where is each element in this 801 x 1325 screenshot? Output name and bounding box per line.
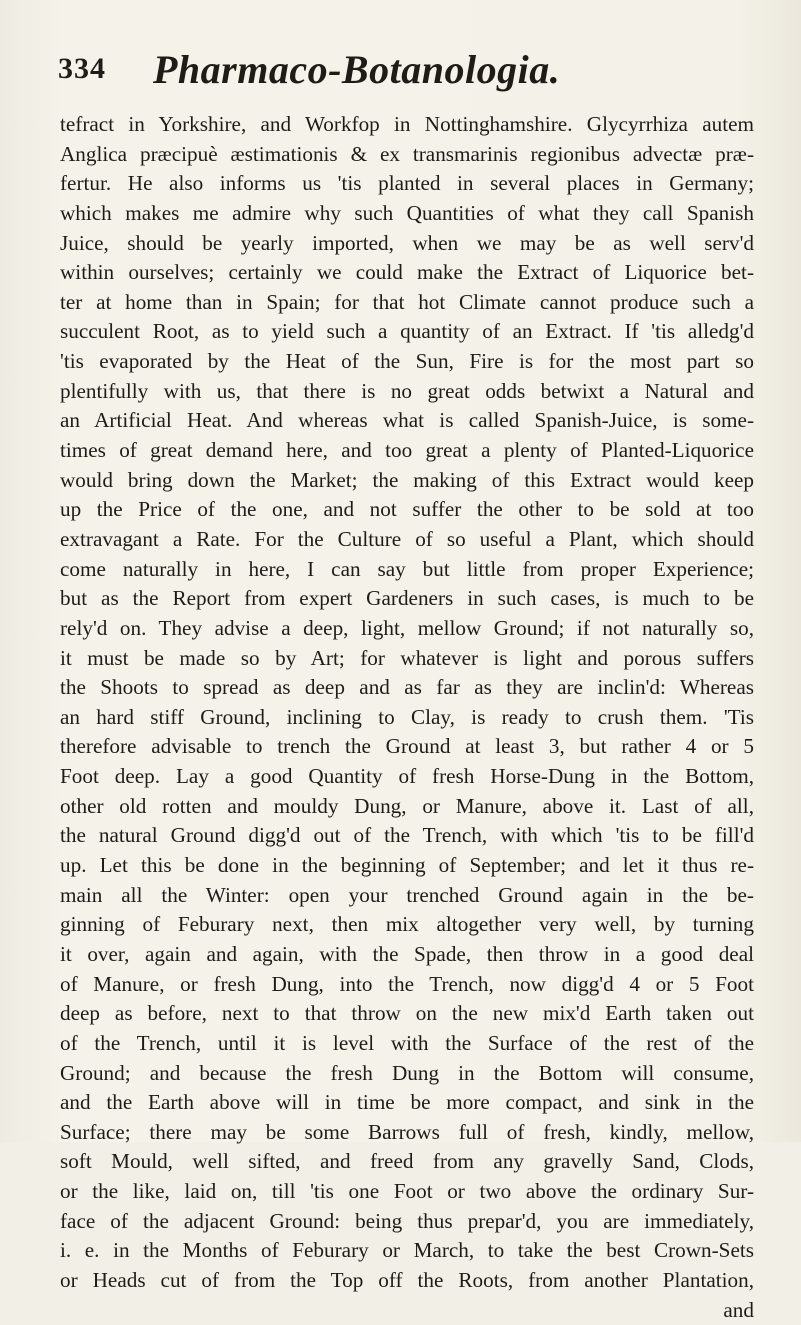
text-line: plentifully with us, that there is no great odds betwixt a Natural and	[60, 378, 754, 403]
text-line: Foot deep. Lay a good Quantity of fresh Horse-Dung in the Bottom,	[60, 764, 754, 789]
text-line: rely'd on. They advise a deep, light, mellow Ground; if not naturally so,	[60, 615, 754, 640]
text-line: tefract in Yorkshire, and Workfop in Nottinghamshire. Glycyrrhiza autem	[60, 112, 754, 136]
text-line: deep as before, next to that throw on the new mix'd Earth taken out	[60, 1001, 754, 1026]
text-line: up. Let this be done in the beginning of September; and let it thus re-	[60, 853, 754, 878]
running-head: Pharmaco-Botanologia.	[153, 47, 561, 92]
text-line: ginning of Feburary next, then mix altogether very well, by turning	[60, 912, 754, 937]
text-line: main all the Winter: open your trenched Ground again in the be-	[60, 882, 754, 907]
text-line: within ourselves; certainly we could make the Extract of Liquorice bet-	[60, 260, 754, 285]
text-line: Surface; there may be some Barrows full of fresh, kindly, mellow,	[60, 1119, 754, 1144]
text-line: times of great demand here, and too great a plenty of Planted-Liquorice	[60, 438, 754, 463]
text-line: therefore advisable to trench the Ground at least 3, but rather 4 or 5	[60, 734, 754, 759]
text-line: soft Mould, well sifted, and freed from any gravelly Sand, Clods,	[60, 1149, 754, 1174]
body-text	[60, 110, 754, 1325]
text-line: Ground; and because the fresh Dung in the Bottom will consume,	[60, 1060, 754, 1085]
text-line: extravagant a Rate. For the Culture of so useful a Plant, which should	[60, 526, 754, 551]
text-line: and the Earth above will in time be more compact, and sink in the	[60, 1090, 754, 1115]
text-line: Juice, should be yearly imported, when we may be as well serv'd	[60, 230, 754, 255]
text-line: ter at home than in Spain; for that hot Climate cannot produce such a	[60, 289, 754, 314]
text-line: it over, again and again, with the Spade, then throw in a good deal	[60, 941, 754, 966]
text-line: of the Trench, until it is level with the Surface of the rest of the	[60, 1030, 754, 1055]
text-line: i. e. in the Months of Feburary or March, to take the best Crown-Sets	[60, 1238, 754, 1263]
text-line: of Manure, or fresh Dung, into the Trench, now digg'd 4 or 5 Foot	[60, 971, 754, 996]
text-line: up the Price of the one, and not suffer the other to be sold at too	[60, 497, 754, 522]
text-line: 'tis evaporated by the Heat of the Sun, Fire is for the most part so	[60, 349, 754, 374]
text-line: other old rotten and mouldy Dung, or Manure, above it. Last of all,	[60, 793, 754, 818]
page-number: 334	[58, 52, 106, 85]
text-line: the Shoots to spread as deep and as far as they are inclin'd: Whereas	[60, 675, 754, 700]
text-line: come naturally in here, I can say but little from proper Experience;	[60, 556, 754, 581]
text-line: and	[723, 1297, 754, 1322]
text-line: or Heads cut of from the Top off the Roots, from another Plantation,	[60, 1267, 754, 1292]
text-line: would bring down the Market; the making of this Extract would keep	[60, 467, 754, 492]
text-line: succulent Root, as to yield such a quantity of an Extract. If 'tis alledg'd	[60, 319, 754, 344]
text-line: it must be made so by Art; for whatever is light and porous suffers	[60, 645, 754, 670]
text-line: which makes me admire why such Quantities of what they call Spanish	[60, 200, 754, 225]
text-line: or the like, laid on, till 'tis one Foot or two above the ordinary Sur-	[60, 1179, 754, 1204]
text-line: the natural Ground digg'd out of the Trench, with which 'tis to be fill'd	[60, 823, 754, 848]
text-line: an hard stiff Ground, inclining to Clay, is ready to crush them. 'Tis	[60, 704, 754, 729]
text-line: but as the Report from expert Gardeners in such cases, is much to be	[60, 586, 754, 611]
text-line: fertur. He also informs us 'tis planted in several places in Germany;	[60, 171, 754, 196]
text-line: Anglica præcipuè æstimationis & ex transmarinis regionibus advectæ præ-	[60, 141, 754, 166]
page-header	[58, 46, 748, 102]
text-line: an Artificial Heat. And whereas what is called Spanish-Juice, is some-	[60, 408, 754, 433]
text-line: face of the adjacent Ground: being thus prepar'd, you are immediately,	[60, 1208, 754, 1233]
